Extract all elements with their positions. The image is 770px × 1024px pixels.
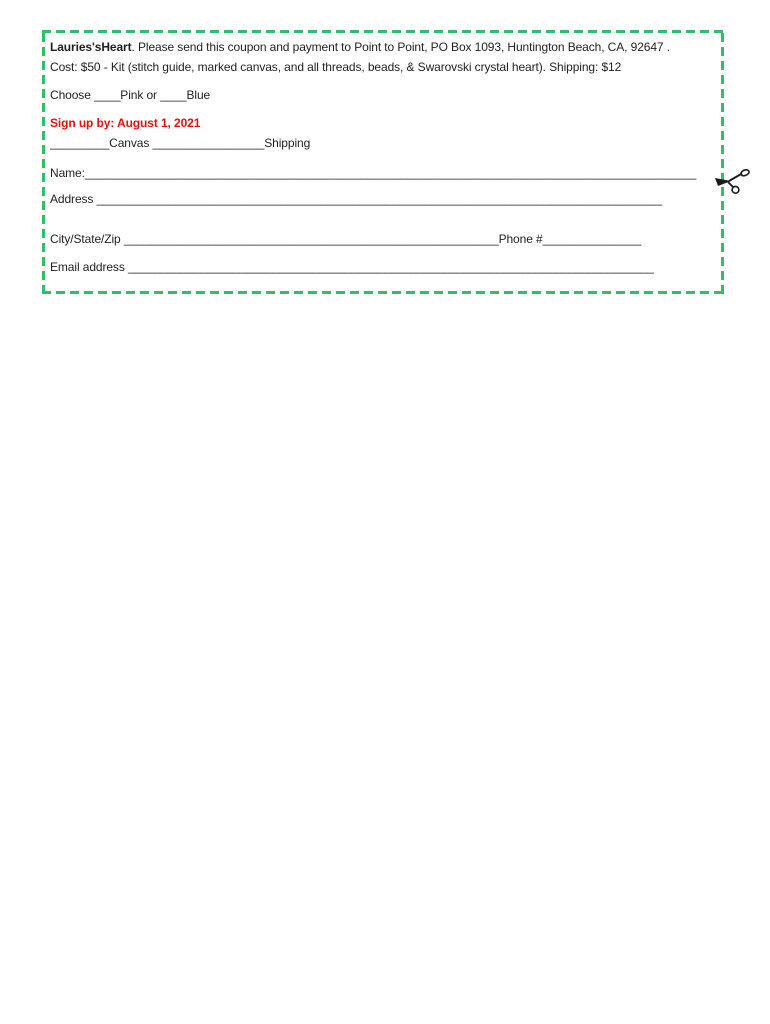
coupon-title: Lauries'sHeart (50, 40, 132, 54)
coupon-cutout-box (42, 30, 724, 294)
canvas-label: Canvas (109, 136, 153, 150)
canvas-shipping-line (50, 136, 719, 151)
blue-choice-blank: ____ (160, 88, 187, 102)
or-label: or (143, 88, 161, 102)
city-state-zip-blank: _________________________________________________________ (123, 232, 499, 246)
scissors-icon (714, 168, 752, 196)
name-blank: _____________________________________________________________________________________________ (84, 166, 697, 180)
choose-label: Choose (50, 88, 94, 102)
city-state-zip-field-line (50, 232, 719, 247)
address-blank: ______________________________________________________________________________________ (96, 192, 662, 206)
shipping-label: Shipping (264, 136, 311, 150)
city-state-zip-label: City/State/Zip (50, 232, 124, 246)
intro-line (50, 40, 719, 55)
signup-deadline: Sign up by: August 1, 2021 (50, 116, 201, 130)
address-label: Address (50, 192, 97, 206)
pink-label: Pink (120, 88, 144, 102)
phone-label: Phone # (498, 232, 543, 246)
email-field-line (50, 260, 719, 275)
blue-label: Blue (186, 88, 211, 102)
address-field-line (50, 192, 719, 207)
intro-text: . Please send this coupon and payment to Point to Point, PO Box 1093, Huntington Beach, CA, 92647 . (131, 40, 670, 54)
email-blank: ________________________________________________________________________________ (127, 260, 654, 274)
cost-line: Cost: $50 - Kit (stitch guide, marked canvas, and all threads, beads, & Swarovski crystal heart). Shipping: $12 (50, 60, 622, 74)
name-field-line (50, 166, 719, 181)
name-label: Name: (50, 166, 85, 180)
phone-blank: _______________ (542, 232, 642, 246)
pink-choice-blank: ____ (94, 88, 121, 102)
choose-line (50, 88, 719, 103)
shipping-blank: _________________ (152, 136, 265, 150)
email-label: Email address (50, 260, 128, 274)
canvas-blank: _________ (50, 136, 110, 150)
